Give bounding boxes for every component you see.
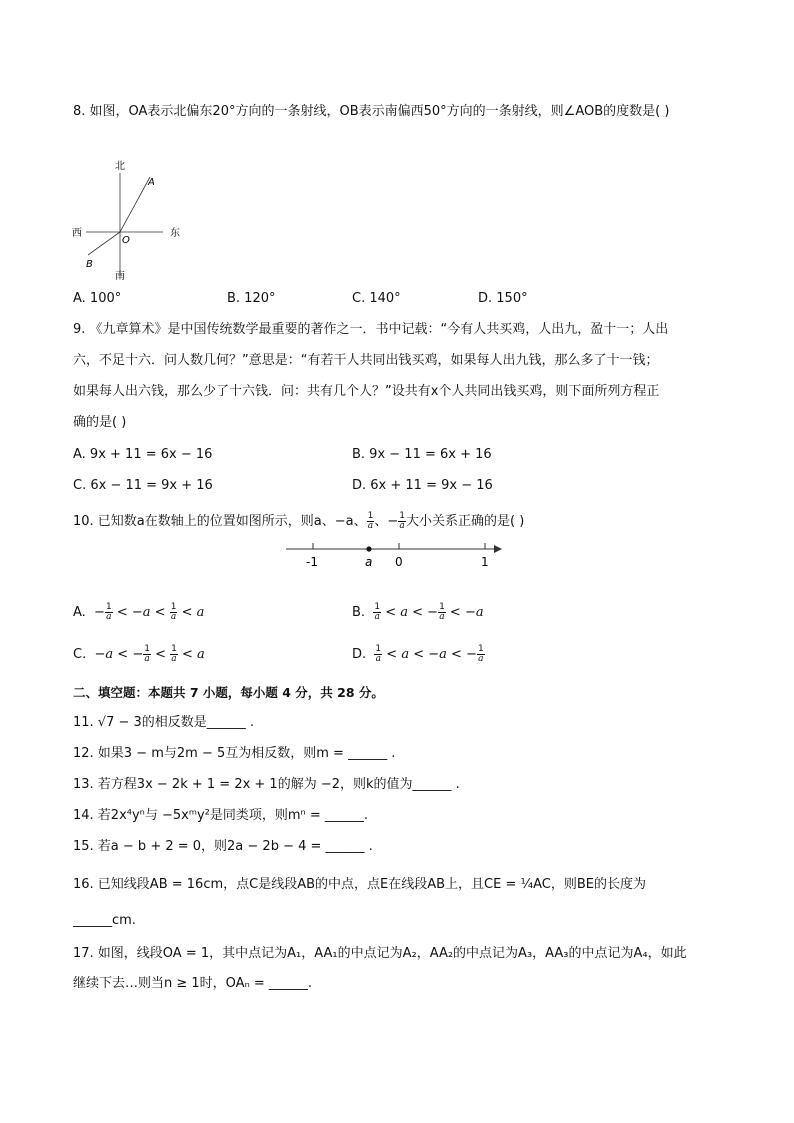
q13: 13. 若方程3x − 2k + 1 = 2x + 1的解为 −2，则k的值为______ . xyxy=(73,777,460,792)
q10-option-c: C. −a < − $\frac{1}{a}$ < $\frac{1}{a}$ < a xyxy=(73,644,205,664)
q8-stem: 8. 如图，OA表示北偏东20°方向的一条射线，OB表示南偏西50°方向的一条射线，则∠AOB的度数是( ) xyxy=(73,104,670,119)
q11: 11. √7 − 3的相反数是______ . xyxy=(73,715,255,730)
q16-line-1: 16. 已知线段AB = 16cm，点C是线段AB的中点，点E在线段AB上，且CE = ¼AC，则BE的长度为 xyxy=(73,877,646,892)
tick-zero: 0 xyxy=(395,555,403,569)
east-label: 东 xyxy=(170,228,180,239)
q9-line-3: 如果每人出六钱，那么少了十六钱．问：共有几个人？”设共有x个人共同出钱买鸡，则下面所列方程正 xyxy=(73,384,660,399)
q9-option-b: B. 9x − 11 = 6x + 16 xyxy=(352,447,492,462)
q17-line-2: 继续下去…则当n ≥ 1时，OAₙ = ______. xyxy=(73,976,313,991)
tick-a: a xyxy=(365,555,373,569)
q8-option-c: C. 140° xyxy=(352,291,401,306)
north-label: 北 xyxy=(115,161,125,172)
q8-option-d: D. 150° xyxy=(478,291,528,306)
q10-number-line xyxy=(280,538,510,570)
q9-option-a: A. 9x + 11 = 6x − 16 xyxy=(73,447,213,462)
q12: 12. 如果3 − m与2m − 5互为相反数，则m = ______ . xyxy=(73,746,396,761)
q9-line-4: 确的是( ) xyxy=(73,415,127,430)
q9-line-2: 六，不足十六．问人数几何？”意思是：“有若干人共同出钱买鸡，如果每人出九钱，那么多了十一钱； xyxy=(73,353,659,368)
q9-line-1: 9. 《九章算术》是中国传统数学最重要的著作之一．书中记载：“今有人共买鸡，人出九，盈十一；人出 xyxy=(73,322,669,337)
q10-stem-part-3: 大小关系正确的是( ) xyxy=(405,514,525,529)
q9-option-d: D. 6x + 11 = 9x − 16 xyxy=(352,478,493,493)
q10-frac-2: $\frac{1}{a}$ xyxy=(399,511,405,531)
point-b-label: B xyxy=(86,259,93,270)
q10-option-b: B. $\frac{1}{a}$ < a < − $\frac{1}{a}$ < −a xyxy=(352,602,484,622)
west-label: 西 xyxy=(72,228,82,239)
q8-option-a: A. 100° xyxy=(73,291,122,306)
q10-frac-1: $\frac{1}{a}$ xyxy=(367,511,374,531)
q8-option-b: B. 120° xyxy=(227,291,276,306)
point-o-label: O xyxy=(122,235,130,246)
q10-option-a: A. − $\frac{1}{a}$ < −a < $\frac{1}{a}$ < a xyxy=(73,602,205,622)
south-label: 南 xyxy=(115,271,125,282)
q10-stem-part-1: 10. 已知数a在数轴上的位置如图所示，则a、−a、 xyxy=(73,514,367,529)
q17-line-1: 17. 如图，线段OA = 1，其中点记为A₁，AA₁的中点记为A₂，AA₂的中点记为A₃，AA₃的中点记为A₄，如此 xyxy=(73,946,687,961)
q8-compass-figure xyxy=(68,155,188,285)
q14: 14. 若2x⁴yⁿ与 −5xᵐy²是同类项，则mⁿ = ______. xyxy=(73,808,368,823)
q10-stem-part-2: 、− xyxy=(374,514,399,529)
q10-option-d: D. $\frac{1}{a}$ < a < −a < − $\frac{1}{a}$ xyxy=(352,644,484,664)
q10-stem xyxy=(73,512,524,531)
q15: 15. 若a − b + 2 = 0，则2a − 2b − 4 = ______ . xyxy=(73,839,373,854)
q16-line-2: ______cm. xyxy=(73,913,136,928)
tick-minus-one: -1 xyxy=(306,555,318,569)
section-2-heading: 二、填空题：本题共 7 小题，每小题 4 分，共 28 分。 xyxy=(73,685,384,700)
q9-option-c: C. 6x − 11 = 9x + 16 xyxy=(73,478,213,493)
point-a-label: A xyxy=(148,177,155,188)
tick-one: 1 xyxy=(481,555,489,569)
